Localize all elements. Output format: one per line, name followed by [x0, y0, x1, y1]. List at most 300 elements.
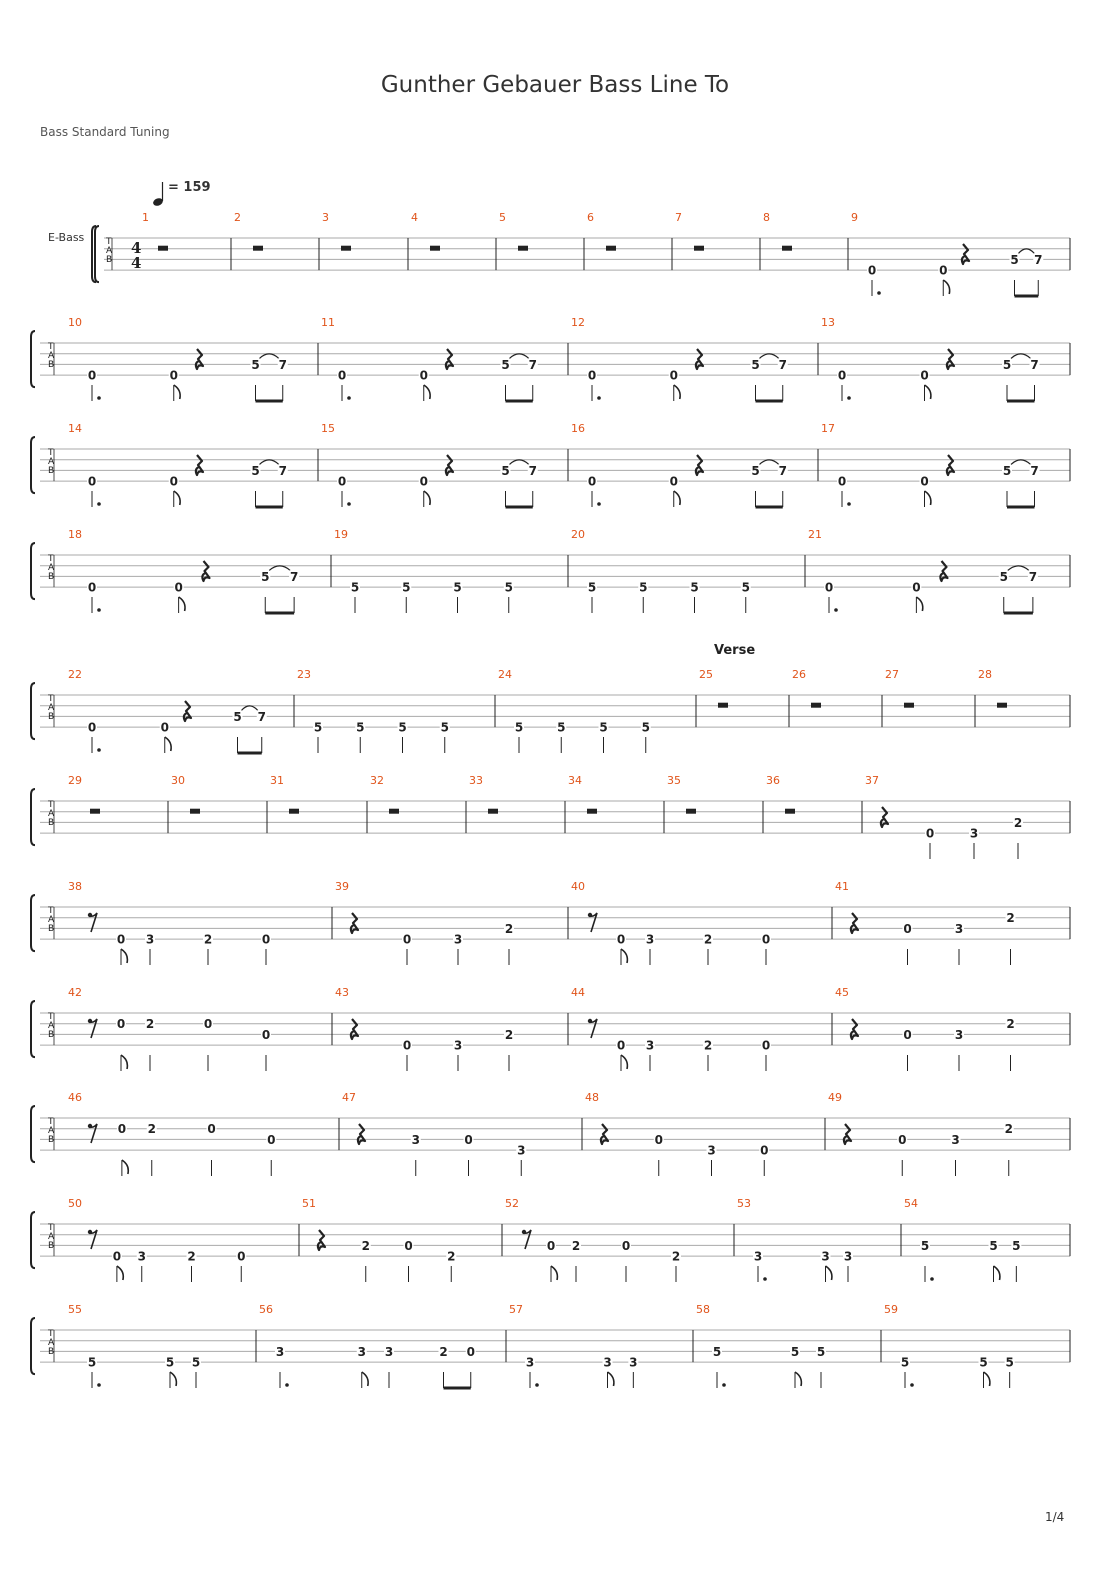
fret-number: 3	[137, 1249, 146, 1264]
fret-number: 2	[447, 1249, 456, 1264]
measure-number: 5	[499, 211, 506, 224]
fret-number: 0	[920, 368, 929, 383]
fret-number: 0	[261, 1027, 271, 1042]
measure	[321, 316, 538, 401]
eighth-flag-icon	[362, 1372, 368, 1386]
time-signature-bottom: 4	[131, 254, 142, 272]
measure-number: 7	[675, 211, 682, 224]
fret-number: 0	[337, 474, 347, 489]
fret-number: 2	[147, 1122, 156, 1137]
fret-number: 7	[778, 357, 787, 372]
tab-clef-letter: A	[48, 563, 55, 573]
fret-number: 3	[954, 1027, 964, 1042]
eighth-flag-icon	[621, 949, 627, 963]
measure	[737, 1197, 853, 1282]
fret-number: 3	[145, 932, 155, 947]
measure-number: 32	[370, 774, 384, 787]
tie-arc	[269, 566, 290, 571]
eighth-rest-icon	[590, 1019, 597, 1038]
measure	[821, 422, 1040, 507]
measure-number: 58	[696, 1303, 710, 1316]
whole-rest-icon	[811, 703, 821, 708]
quarter-rest-icon	[358, 1124, 365, 1144]
whole-rest-icon	[488, 809, 498, 814]
fret-number: 5	[587, 580, 597, 595]
fret-number: 5	[599, 720, 608, 735]
measure	[68, 986, 271, 1071]
fret-number: 2	[504, 1027, 514, 1042]
measure-number: 18	[68, 528, 82, 541]
eighth-flag-icon	[424, 491, 430, 505]
measure-number: 52	[505, 1197, 519, 1210]
eighth-flag-icon	[674, 385, 680, 399]
measure-number: 22	[68, 668, 82, 681]
tab-system	[31, 880, 1070, 965]
measure-number: 8	[763, 211, 770, 224]
measure	[411, 211, 440, 251]
fret-number: 0	[903, 1027, 912, 1042]
fret-number: 3	[969, 826, 979, 841]
measure	[571, 880, 771, 965]
measure-number: 42	[68, 986, 82, 999]
tab-clef-letter: B	[48, 1030, 55, 1040]
dot-icon	[97, 1383, 101, 1387]
whole-rest-icon	[190, 809, 200, 814]
dot-icon	[347, 396, 351, 400]
eighth-rest-icon	[90, 1124, 97, 1143]
time-signature-top: 4	[131, 239, 142, 257]
fret-number: 0	[587, 474, 597, 489]
tab-clef-letter: T	[48, 1012, 54, 1022]
measure-number: 3	[322, 211, 329, 224]
fret-number: 0	[837, 368, 847, 383]
fret-number: 5	[1010, 252, 1019, 267]
measure	[370, 774, 399, 814]
dot-icon	[597, 502, 601, 506]
fret-number: 0	[261, 932, 271, 947]
tie-arc	[1011, 354, 1031, 359]
measure-number: 40	[571, 880, 585, 893]
fret-number: 3	[411, 1132, 420, 1147]
dot-icon	[97, 396, 101, 400]
fret-number: 2	[1006, 911, 1015, 926]
tab-clef-letter: A	[48, 703, 55, 713]
measure-number: 47	[342, 1091, 356, 1104]
measure	[571, 986, 771, 1071]
eighth-rest-icon	[524, 1230, 531, 1249]
eighth-flag-icon	[170, 1372, 176, 1386]
fret-number: 5	[1005, 1355, 1014, 1370]
measure	[505, 1197, 681, 1282]
measure-number: 56	[259, 1303, 273, 1316]
fret-number: 0	[898, 1132, 907, 1147]
fret-number: 5	[504, 580, 513, 595]
eighth-flag-icon	[165, 737, 171, 751]
measure	[821, 316, 1040, 401]
quarter-rest-icon	[696, 455, 703, 475]
fret-number: 3	[843, 1249, 853, 1264]
whole-rest-icon	[606, 246, 616, 251]
fret-number: 5	[261, 569, 270, 584]
tab-clef-letter: A	[48, 351, 55, 361]
tab-clef-letter: B	[48, 1347, 55, 1357]
quarter-rest-icon	[318, 1230, 325, 1250]
eighth-flag-icon	[621, 1055, 627, 1069]
fret-number: 0	[761, 1038, 771, 1053]
fret-number: 0	[925, 826, 935, 841]
measure	[68, 1197, 246, 1282]
tab-system	[31, 774, 1070, 859]
whole-rest-icon	[718, 703, 728, 708]
tab-clef-letter: T	[48, 342, 54, 352]
fret-number: 3	[707, 1143, 716, 1158]
quarter-rest-icon	[962, 244, 969, 264]
fret-number: 5	[191, 1355, 201, 1370]
fret-number: 2	[671, 1249, 681, 1264]
tie-arc	[760, 354, 779, 359]
system-bracket	[31, 1318, 35, 1374]
fret-number: 0	[402, 1038, 412, 1053]
measure	[828, 1091, 1014, 1176]
dot-icon	[834, 608, 838, 612]
eighth-flag-icon	[943, 280, 949, 294]
measure	[699, 643, 755, 708]
tab-clef-letter: B	[48, 466, 55, 476]
eighth-flag-icon	[121, 949, 127, 963]
fret-number: 3	[629, 1355, 638, 1370]
fret-number: 5	[741, 580, 750, 595]
measure	[142, 211, 168, 251]
tab-system	[31, 422, 1070, 507]
fret-number: 5	[920, 1238, 930, 1253]
system-bracket	[95, 226, 99, 282]
fret-number: 7	[278, 357, 287, 372]
tie-arc	[760, 460, 779, 465]
quarter-rest-icon	[446, 349, 453, 369]
fret-number: 0	[419, 474, 428, 489]
tempo-marking: = 159	[168, 180, 211, 195]
fret-number: 0	[546, 1238, 556, 1253]
fret-number: 3	[275, 1344, 285, 1359]
tie-arc	[242, 706, 258, 711]
measure	[297, 668, 450, 753]
measure-number: 11	[321, 316, 335, 329]
measure	[978, 668, 1007, 708]
measure-number: 21	[808, 528, 822, 541]
tab-clef-letter: A	[48, 457, 55, 467]
section-label: Verse	[714, 643, 756, 658]
fret-number: 5	[751, 357, 760, 372]
fret-number: 7	[1034, 252, 1043, 267]
fret-number: 3	[753, 1249, 763, 1264]
measure-number: 17	[821, 422, 835, 435]
dot-icon	[97, 502, 101, 506]
system-bracket	[31, 437, 35, 493]
fret-number: 0	[237, 1249, 246, 1264]
tab-clef-letter: A	[48, 1021, 55, 1031]
instrument-label: E-Bass	[48, 231, 85, 244]
fret-number: 5	[900, 1355, 910, 1370]
tie-arc	[1019, 249, 1035, 254]
eighth-flag-icon	[121, 1055, 127, 1069]
measure	[904, 1197, 1021, 1282]
system-bracket	[31, 683, 35, 739]
fret-number: 0	[669, 474, 678, 489]
measure	[675, 211, 704, 251]
measure	[585, 1091, 769, 1176]
tab-clef-letter: A	[48, 915, 55, 925]
tab-clef-letter: B	[48, 712, 55, 722]
measure	[667, 774, 696, 814]
fret-number: 2	[145, 1017, 155, 1032]
fret-number: 3	[525, 1355, 535, 1370]
whole-rest-icon	[782, 246, 792, 251]
quarter-rest-icon	[851, 913, 858, 933]
fret-number: 5	[712, 1344, 722, 1359]
whole-rest-icon	[253, 246, 263, 251]
measure-number: 48	[585, 1091, 599, 1104]
tie-arc	[1011, 460, 1031, 465]
fret-number: 5	[440, 720, 449, 735]
fret-number: 5	[999, 569, 1008, 584]
measure-number: 35	[667, 774, 681, 787]
measure-number: 13	[821, 316, 835, 329]
whole-rest-icon	[686, 809, 696, 814]
measure-number: 2	[234, 211, 241, 224]
measure-number: 31	[270, 774, 284, 787]
measure	[335, 880, 514, 965]
tab-clef-letter: T	[48, 906, 54, 916]
measure-number: 16	[571, 422, 585, 435]
measure-number: 34	[568, 774, 582, 787]
dot-icon	[847, 502, 851, 506]
measure-number: 36	[766, 774, 780, 787]
fret-number: 0	[116, 1017, 126, 1032]
fret-number: 5	[639, 580, 648, 595]
eighth-flag-icon	[551, 1266, 557, 1280]
measure	[763, 211, 792, 251]
measure-number: 33	[469, 774, 483, 787]
fret-number: 0	[669, 368, 678, 383]
quarter-rest-icon	[351, 1019, 358, 1039]
fret-number: 7	[289, 569, 299, 584]
fret-number: 0	[616, 1038, 626, 1053]
quarter-rest-icon	[446, 455, 453, 475]
fret-number: 5	[313, 720, 323, 735]
fret-number: 2	[571, 1238, 581, 1253]
measure-number: 59	[884, 1303, 898, 1316]
measure	[68, 668, 267, 753]
fret-number: 0	[87, 368, 97, 383]
tab-clef-letter: B	[106, 255, 113, 265]
tab-system	[31, 1303, 1070, 1388]
fret-number: 5	[87, 1355, 97, 1370]
fret-number: 0	[587, 368, 597, 383]
fret-number: 5	[251, 463, 260, 478]
whole-rest-icon	[587, 809, 597, 814]
system-bracket	[31, 1212, 35, 1268]
tab-clef-letter: B	[48, 1241, 55, 1251]
measure	[68, 1091, 276, 1176]
whole-rest-icon	[518, 246, 528, 251]
dot-icon	[597, 396, 601, 400]
measure-number: 20	[571, 528, 585, 541]
system-bracket	[31, 789, 35, 845]
eighth-flag-icon	[826, 1266, 832, 1280]
measure	[792, 668, 821, 708]
fret-number: 5	[233, 709, 242, 724]
fret-number: 2	[1006, 1017, 1015, 1032]
system-bracket	[31, 1001, 35, 1057]
fret-number: 7	[528, 463, 537, 478]
whole-rest-icon	[158, 246, 168, 251]
fret-number: 5	[350, 580, 360, 595]
tab-clef-letter: T	[106, 237, 112, 247]
fret-number: 7	[778, 463, 787, 478]
tab-clef-letter: B	[48, 572, 55, 582]
eighth-flag-icon	[795, 1372, 801, 1386]
whole-rest-icon	[694, 246, 704, 251]
measure-number: 26	[792, 668, 806, 681]
fret-number: 3	[357, 1344, 366, 1359]
measure	[766, 774, 795, 814]
measure	[234, 211, 263, 251]
fret-number: 3	[453, 932, 463, 947]
fret-number: 2	[203, 932, 213, 947]
fret-number: 0	[87, 720, 97, 735]
fret-number: 7	[278, 463, 287, 478]
measure	[571, 422, 788, 507]
measure	[865, 774, 1023, 859]
eighth-flag-icon	[424, 385, 430, 399]
fret-number: 5	[751, 463, 760, 478]
system-bracket	[31, 331, 35, 387]
measure	[68, 422, 288, 507]
measure-number: 54	[904, 1197, 918, 1210]
fret-number: 5	[641, 720, 650, 735]
quarter-rest-icon	[696, 349, 703, 369]
measure	[342, 1091, 526, 1176]
fret-number: 2	[504, 921, 514, 936]
dot-icon	[763, 1277, 767, 1281]
measure-number: 44	[571, 986, 585, 999]
fret-number: 0	[920, 474, 929, 489]
eighth-flag-icon	[174, 491, 180, 505]
fret-number: 5	[979, 1355, 988, 1370]
fret-number: 7	[1030, 357, 1039, 372]
fret-number: 0	[621, 1238, 631, 1253]
measure	[835, 986, 1016, 1071]
fret-number: 3	[453, 1038, 463, 1053]
dot-icon	[97, 608, 101, 612]
fret-number: 0	[337, 368, 347, 383]
measure-number: 4	[411, 211, 418, 224]
measure-number: 9	[851, 211, 858, 224]
measure-number: 6	[587, 211, 594, 224]
measure-number: 57	[509, 1303, 523, 1316]
quarter-rest-icon	[351, 913, 358, 933]
eighth-flag-icon	[122, 1160, 128, 1174]
measure-number: 29	[68, 774, 82, 787]
measure-number: 23	[297, 668, 311, 681]
measure	[835, 880, 1016, 965]
fret-number: 2	[1013, 815, 1023, 830]
measure-number: 45	[835, 986, 849, 999]
tab-clef-letter: B	[48, 360, 55, 370]
quarter-rest-icon	[601, 1124, 608, 1144]
fret-number: 3	[517, 1143, 526, 1158]
fret-number: 0	[654, 1132, 663, 1147]
fret-number: 0	[419, 368, 428, 383]
measure	[68, 1303, 201, 1388]
measure	[469, 774, 498, 814]
fret-number: 0	[169, 368, 178, 383]
fret-number: 5	[690, 580, 699, 595]
measure	[499, 211, 528, 251]
measure-number: 14	[68, 422, 82, 435]
measure-number: 38	[68, 880, 82, 893]
fret-number: 0	[912, 580, 921, 595]
dot-icon	[722, 1383, 726, 1387]
tab-clef-letter: T	[48, 1329, 54, 1339]
tuning-label: Bass Standard Tuning	[40, 125, 170, 139]
fret-number: 5	[402, 580, 411, 595]
measure-number: 15	[321, 422, 335, 435]
fret-number: 5	[165, 1355, 175, 1370]
eighth-flag-icon	[994, 1266, 1000, 1280]
fret-number: 3	[384, 1344, 394, 1359]
fret-number: 5	[1002, 357, 1012, 372]
measure	[171, 774, 200, 814]
measure	[68, 880, 271, 965]
tab-clef-letter: A	[106, 246, 113, 256]
fret-number: 0	[466, 1344, 475, 1359]
measure	[884, 1303, 1015, 1388]
measure-number: 28	[978, 668, 992, 681]
tab-clef-letter: T	[48, 694, 54, 704]
fret-number: 5	[453, 580, 462, 595]
tab-clef-letter: A	[48, 1338, 55, 1348]
tie-arc	[1008, 566, 1029, 571]
tie-arc	[510, 460, 529, 465]
fret-number: 7	[1028, 569, 1038, 584]
fret-number: 3	[954, 921, 964, 936]
fret-number: 5	[1002, 463, 1012, 478]
fret-number: 2	[703, 932, 713, 947]
fret-number: 2	[703, 1038, 713, 1053]
fret-number: 5	[989, 1238, 998, 1253]
measure	[885, 668, 914, 708]
tab-system	[31, 1197, 1070, 1282]
measure-number: 55	[68, 1303, 82, 1316]
measure-number: 43	[335, 986, 349, 999]
quarter-rest-icon	[196, 455, 203, 475]
tie-arc	[510, 354, 529, 359]
fret-number: 7	[1030, 463, 1039, 478]
measure-number: 12	[571, 316, 585, 329]
quarter-rest-icon	[881, 807, 888, 827]
measure	[498, 668, 651, 753]
measure-number: 46	[68, 1091, 82, 1104]
eighth-rest-icon	[90, 1230, 97, 1249]
measure	[571, 528, 751, 613]
fret-number: 3	[645, 932, 655, 947]
whole-rest-icon	[289, 809, 299, 814]
fret-number: 5	[356, 720, 365, 735]
measure	[270, 774, 299, 814]
tab-system	[31, 316, 1070, 401]
dot-icon	[285, 1383, 289, 1387]
